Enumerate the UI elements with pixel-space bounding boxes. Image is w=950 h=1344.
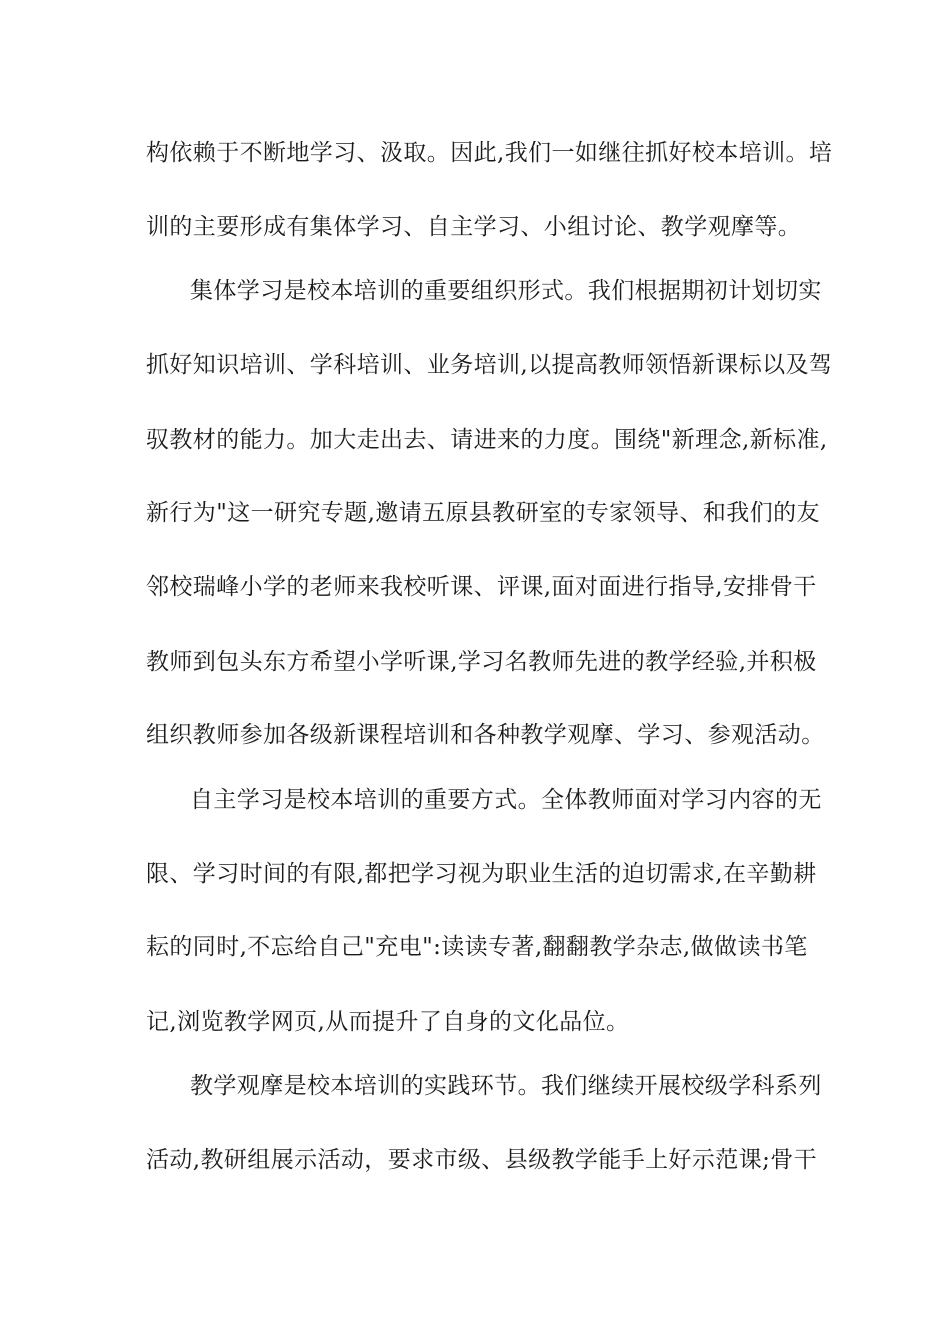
text-line: 限、学习时间的有限,都把学习视为职业生活的迫切需求,在辛勤耕 [146,861,817,887]
text-line: 训的主要形成有集体学习、自主学习、小组讨论、教学观摩等。 [146,214,802,240]
paragraph-start-line: 自主学习是校本培训的重要方式。全体教师面对学习内容的无 [190,787,822,813]
paragraph-start-line: 集体学习是校本培训的重要组织形式。我们根据期初计划切实 [190,278,822,304]
text-line: 新行为"这一研究专题,邀请五原县教研室的专家领导、和我们的友 [146,500,820,526]
text-line: 驭教材的能力。加大走出去、请进来的力度。围绕"新理念,新标准, [146,427,828,453]
text-line: 记,浏览教学网页,从而提升了自身的文化品位。 [146,1009,630,1035]
text-line: 构依赖于不断地学习、汲取。因此,我们一如继往抓好校本培训。培 [146,140,833,166]
text-line: 邻校瑞峰小学的老师来我校听课、评课,面对面进行指导,安排骨干 [146,574,817,600]
text-line: 耘的同时,不忘给自己"充电":读读专著,翻翻教学杂志,做做读书笔 [146,934,808,960]
text-line: 教师到包头东方希望小学听课,学习名教师先进的教学经验,并积极 [146,649,817,675]
text-line: 活动,教研组展示活动，要求市级、县级教学能手上好示范课;骨干 [146,1147,818,1173]
text-line: 组织教师参加各级新课程培训和各种教学观摩、学习、参观活动。 [146,722,825,748]
text-line: 抓好知识培训、学科培训、业务培训,以提高教师领悟新课标以及驾 [146,352,833,378]
paragraph-start-line: 教学观摩是校本培训的实践环节。我们继续开展校级学科系列 [190,1073,822,1099]
